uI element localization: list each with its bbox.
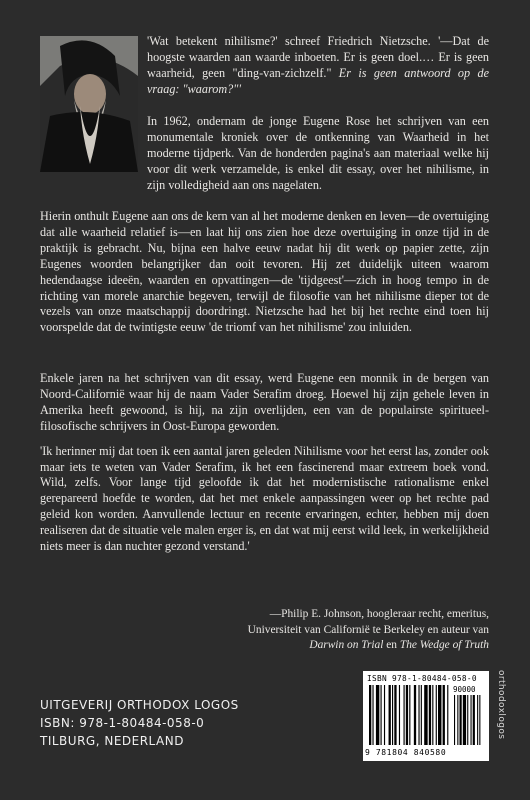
barcode-number: 9 781804 840580 [365, 748, 447, 757]
publisher-place: TILBURG, NEDERLAND [40, 734, 184, 748]
paragraph-1 [147, 114, 489, 203]
publisher-name: UITGEVERIJ ORTHODOX LOGOS [40, 698, 239, 712]
attribution-line-1: —Philip E. Johnson, hoogleraar recht, emeritus, [269, 608, 489, 620]
body-rest [40, 371, 489, 564]
paragraph-1-first: In 1962, ondernam de jonge Eugene Rose het schrijven van een monumentale kroniek over de ontkenning van Waarheid in het moderne tijdperk. Van de honderden pagina's aan materiaal welke hij voor dit werk verzamelde, is enkel dit essay, over het nihilisme, in zijn volledigheid aan ons nagelaten. [147, 114, 489, 192]
author-photo [40, 36, 138, 172]
attribution-conjunction: en [383, 639, 400, 651]
logo-text: orthodoxlogos [496, 670, 506, 740]
paragraph-1-cont: Hierin onthult Eugene aan ons de kern van al het moderne denken en leven—de overtuiging dat alle waarheid relatief is—en laat hij ons zien hoe deze overtuiging in onze tijd in de praktijk is gebracht. Nu, bijna een halve eeuw nadat hij dit werk op papier zette, zijn Eugenes woorden belangrijker dan ooit tevoren. Hij zet duidelijk uiteen waarom hedendaagse ideeën, waarden en opvattingen—de 'tijdgeest'—zich in hoog tempo in de richting van morele anarchie begeven, terwijl de filosofie van het nihilisme dieper tot de vezels van onze maatschappij doordringt. Nietzsche had het bij het rechte eind toen hij voorspelde dat de twintigste eeuw 'de triomf van het nihilisme' zou inluiden. [40, 209, 489, 335]
barcode-addon: 90000 [453, 685, 476, 694]
publisher-isbn: ISBN: 978-1-80484-058-0 [40, 716, 205, 730]
intro-text: 'Wat betekent nihilisme?' schreef Friedrich Nietzsche. '—Dat de hoogste waarden aan waarde inboeten. Er is geen doel.… Er is geen waarheid, geen "ding-van-zichzelf." [147, 34, 489, 80]
book-title-wedge: The Wedge of Truth [399, 639, 489, 651]
publisher-logo-vertical [492, 670, 510, 762]
attribution-line-3 [40, 638, 489, 654]
barcode [363, 671, 489, 761]
intro-italic: Er is geen antwoord op de vraag: "waarom?"' [147, 65, 489, 96]
barcode-isbn-label: ISBN 978-1-80484-058-0 [367, 674, 477, 683]
paragraph-1-continued [40, 209, 489, 345]
publisher-info [40, 696, 239, 750]
book-title-darwin: Darwin on Trial [309, 639, 384, 651]
endorsement-quote: 'Ik herinner mij dat toen ik een aantal jaren geleden Nihilisme voor het eerst las, zonder ook maar iets te weten van Vader Serafim, ik het een fascinerend maar extreem boek vond. Wild, zelfs. Voor lange tijd geloofde ik dat het modernistische rationalisme enkel gerepareerd hoefde te worden, dat het met enkele aanpassingen weer op het rechte pad geleid kon worden. Aanvullende lectuur en recente ervaringen, echter, hebben mij doen realiseren dat de situatie vele malen erger is, en dat wat mij eerst wild leek, in werkelijkheid niets meer is dan nuchter gezond verstand.' [40, 443, 489, 554]
nietzsche-quote [147, 34, 489, 107]
paragraph-2: Enkele jaren na het schrijven van dit essay, werd Eugene een monnik in de bergen van Noord-Californië waar hij de naam Vader Serafim droeg. Hoewel hij zijn gehele leven in Amerika heeft gewoond, is hij, na zijn overlijden, een van de populairste spiritueel-filosofische schrijvers in Oost-Europa geworden. [40, 371, 489, 433]
endorsement-attribution [40, 607, 489, 654]
attribution-line-2: Universiteit van Californië te Berkeley en auteur van [247, 623, 489, 636]
